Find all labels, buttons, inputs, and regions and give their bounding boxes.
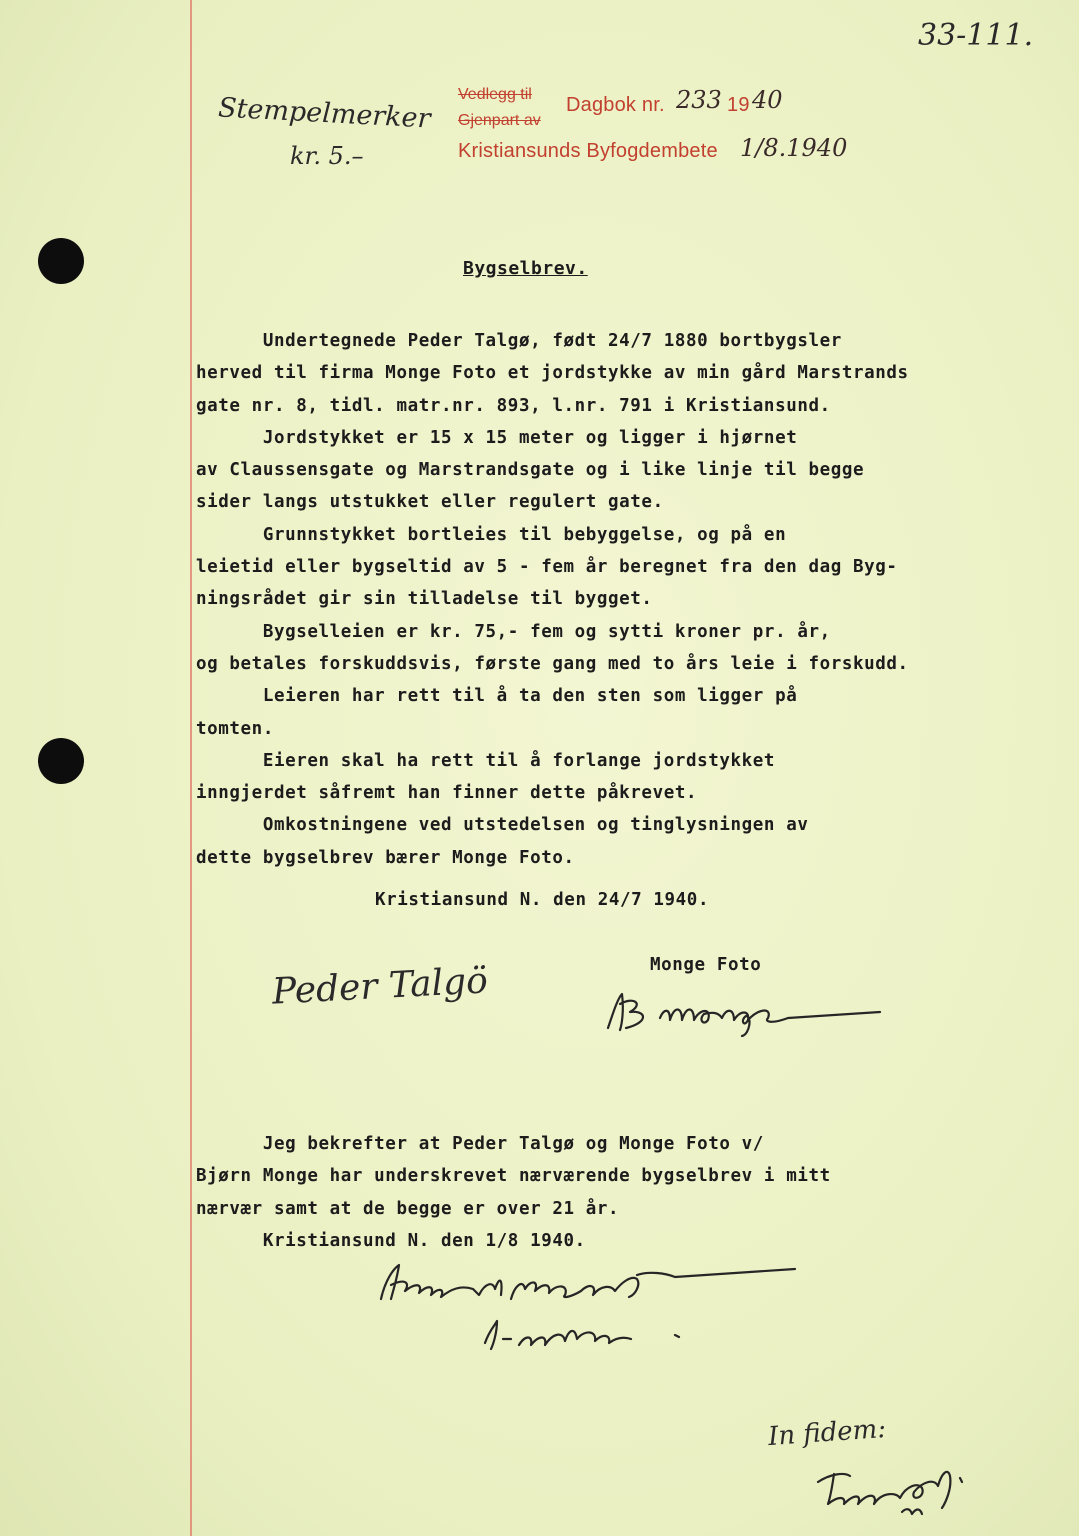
signature-lessee-image (600, 990, 900, 1040)
body-line: Grunnstykket bortleies til bebyggelse, og på en (196, 524, 787, 545)
stamp-duty-note: Stempelmerker (217, 92, 432, 135)
body-line: Eieren skal ha rett til å forlange jordstykket (196, 750, 776, 771)
witness-signatures-image (375, 1255, 815, 1365)
stamp-office-name: Kristiansunds Byfogdembete (458, 140, 718, 162)
body-line: Jordstykket er 15 x 15 meter og ligger i hjørnet (196, 427, 798, 448)
margin-rule (190, 0, 192, 1536)
punch-hole-top (38, 238, 84, 284)
punch-hole-bottom (38, 738, 84, 784)
body-line: og betales forskuddsvis, første gang med to års leie i forskudd. (196, 653, 909, 674)
attestation-line: nærvær samt at de begge er over 21 år. (196, 1198, 620, 1219)
attestation-line: Kristiansund N. den 1/8 1940. (196, 1230, 586, 1251)
attestation-line: Bjørn Monge har underskrevet nærværende bygselbrev i mitt (196, 1166, 831, 1187)
stamp-year-suffix: 40 (752, 86, 783, 114)
attestation-text (196, 1128, 1026, 1257)
lessee-company: Monge Foto (650, 955, 762, 975)
stamp-year-prefix: 19 (727, 94, 750, 116)
body-line: tomten. (196, 718, 274, 739)
document-body (196, 325, 1026, 874)
body-line: Bygselleien er kr. 75,- fem og sytti kroner pr. år, (196, 621, 831, 642)
in-fidem-label: In fidem: (767, 1413, 887, 1453)
place-and-date: Kristiansund N. den 24/7 1940. (375, 890, 710, 910)
body-line: leietid eller bygseltid av 5 - fem år beregnet fra den dag Byg- (196, 557, 898, 578)
journal-number: 233 (676, 86, 722, 114)
stamp-duty-amount: kr. 5.– (290, 142, 364, 170)
stamp-journal-label: Dagbok nr. (566, 94, 665, 116)
body-line: gate nr. 8, tidl. matr.nr. 893, l.nr. 791 i Kristiansund. (196, 395, 831, 416)
stamp-attachment-label: Vedlegg til (458, 86, 532, 103)
document-title: Bygselbrev. (463, 258, 588, 279)
page-reference: 33-111. (918, 18, 1034, 53)
body-line: Omkostningene ved utstedelsen og tinglysningen av (196, 815, 809, 836)
body-line: Undertegnede Peder Talgø, født 24/7 1880 bortbygsler (196, 331, 842, 351)
body-line: inngjerdet såfremt han finner dette påkrevet. (196, 783, 698, 804)
body-line: ningsrådet gir sin tilladelse til bygget. (196, 589, 653, 610)
official-signature-image (810, 1452, 970, 1522)
body-line: herved til firma Monge Foto et jordstykke av min gård Marstrands (196, 363, 909, 384)
body-line: dette bygselbrev bærer Monge Foto. (196, 847, 575, 868)
body-line: Leieren har rett til å ta den sten som ligger på (196, 686, 798, 707)
body-line: av Claussensgate og Marstrandsgate og i like linje til begge (196, 460, 865, 481)
stamp-date: 1/8.1940 (740, 134, 848, 162)
stamp-copy-label: Gjenpart av (458, 112, 541, 129)
attestation-line: Jeg bekrefter at Peder Talgø og Monge Foto v/ (196, 1134, 764, 1154)
signature-lessor: Peder Talgö (271, 960, 489, 1013)
body-line: sider langs utstukket eller regulert gate. (196, 492, 664, 513)
